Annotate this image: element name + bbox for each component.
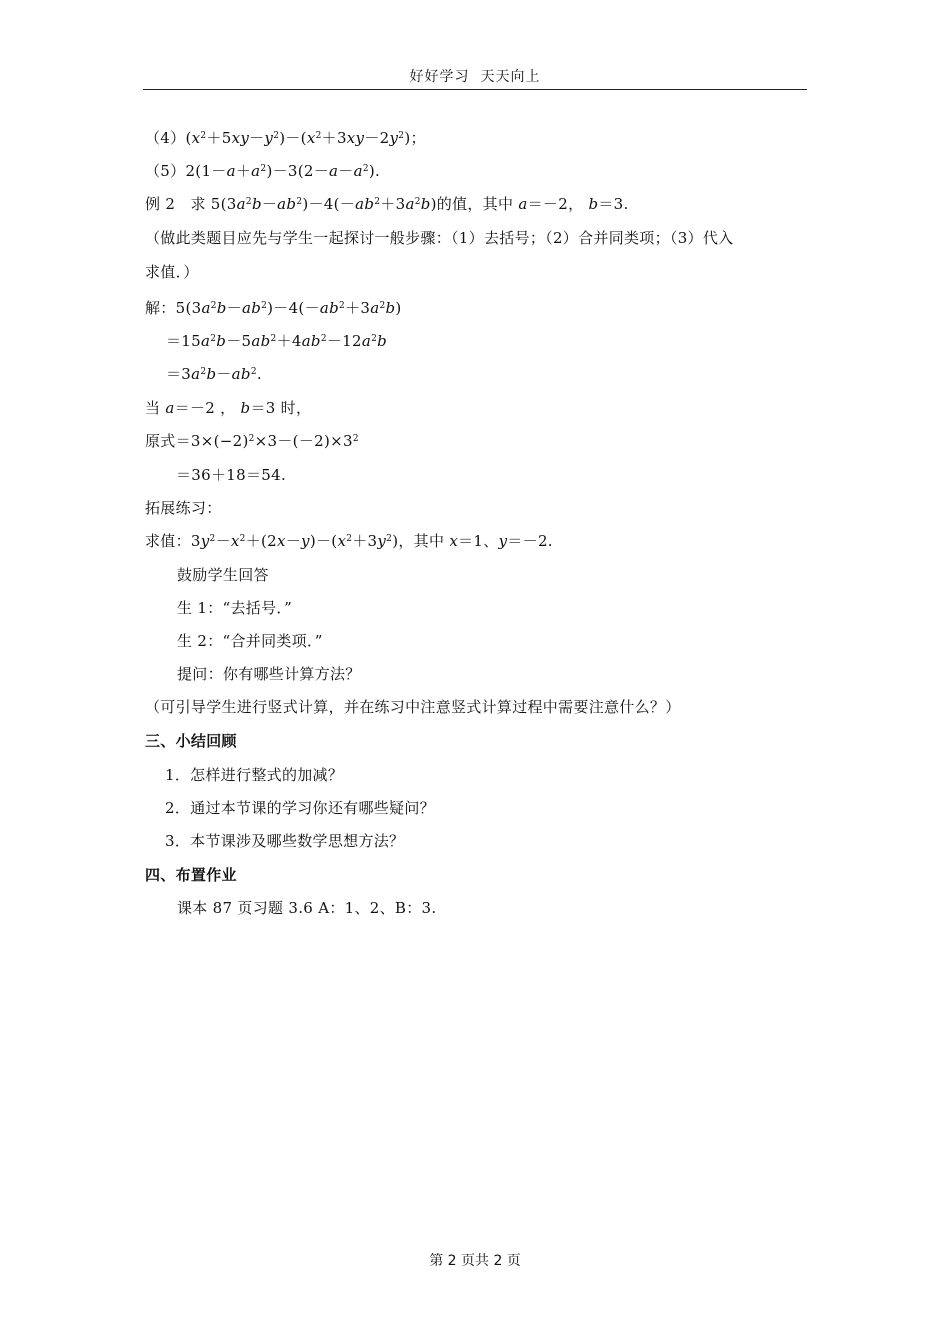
evaluate-mid: ，其中 [398, 532, 445, 550]
evaluate-expression: $3y^2-x^2+(2x-y)-(x^2+3y^2)$ [190, 532, 399, 550]
example-2 [145, 194, 629, 214]
exercise-4-prefix: （4） [145, 129, 186, 147]
solution-line-3: $=3a^2b-ab^2$. [166, 365, 262, 383]
page-footer: 第 2 页共 2 页 [429, 1253, 521, 1269]
exercise-4 [145, 128, 426, 148]
example-2-label: 例 2 [145, 195, 176, 213]
example-2-expression: $(3a^2b-ab^2)-4(-ab^2+3a^2b)$ [220, 195, 437, 213]
extension-title: 拓展练习： [145, 499, 222, 517]
student-1-line: 生 1：“去括号．” [177, 599, 293, 617]
student-2-line: 生 2：“合并同类项．” [177, 632, 323, 650]
encourage-line: 鼓励学生回答 [177, 566, 269, 584]
evaluate-prefix: 求值： [145, 532, 191, 550]
original-expression-prefix: 原式＝3×(−2) [145, 432, 249, 450]
evaluate-condition: x＝1、y＝－2. [449, 532, 553, 550]
summary-question-3: 3．本节课涉及哪些数学思想方法？ [165, 832, 405, 850]
method-note-line-1: （做此类题目应先与学生一起探讨一般步骤：（1）去括号；（2）合并同类项；（3）代入 [145, 229, 734, 247]
header-divider [143, 89, 807, 90]
original-expression-line: 原式$=3\times(-2)^2\times 3-(-2)\times 3^2$ [145, 432, 359, 450]
solution-line-1 [145, 298, 402, 318]
example-2-question-mid: 的值，其中 [436, 195, 514, 213]
example-2-condition: a＝－2， b＝3. [518, 195, 629, 213]
section-4-title: 四、布置作业 [145, 866, 237, 884]
solution-label: 解： [145, 299, 176, 317]
result-line: ＝36＋18＝54. [176, 466, 287, 484]
exercise-5-expression: $2(1-a+a^2)-3(2-a-a^2)$. [185, 162, 381, 180]
guide-note-line: （可引导学生进行竖式计算，并在练习中注意竖式计算过程中需要注意什么？） [145, 698, 681, 716]
question-line: 提问：你有哪些计算方法？ [177, 665, 361, 683]
summary-question-1: 1．怎样进行整式的加减？ [165, 766, 344, 784]
method-note-line-2: 求值．） [145, 263, 199, 281]
example-2-question-prefix: 求 5 [190, 195, 221, 213]
substitution-prefix: 当 [145, 399, 161, 417]
exercise-5 [145, 161, 380, 181]
summary-question-2: 2．通过本节课的学习你还有哪些疑问？ [165, 799, 435, 817]
homework-line: 课本 87 页习题 3.6 A：1、2、B：3. [177, 899, 437, 917]
evaluate-line [145, 531, 553, 551]
section-3-title: 三、小结回顾 [145, 732, 237, 750]
solution-expression: $5(3a^2b-ab^2)-4(-ab^2+3a^2b)$ [175, 299, 402, 317]
exercise-5-prefix: （5） [145, 162, 186, 180]
solution-line-2: $=15a^2b-5ab^2+4ab^2-12a^2b$ [166, 332, 388, 350]
page-header: 好好学习 天天向上 [409, 69, 541, 85]
exercise-4-expression: $(x^2+5xy-y^2)-(x^2+3xy-2y^2)$； [185, 129, 426, 147]
substitution-line: 当 a＝－2 ， b＝3 时， [145, 399, 312, 417]
